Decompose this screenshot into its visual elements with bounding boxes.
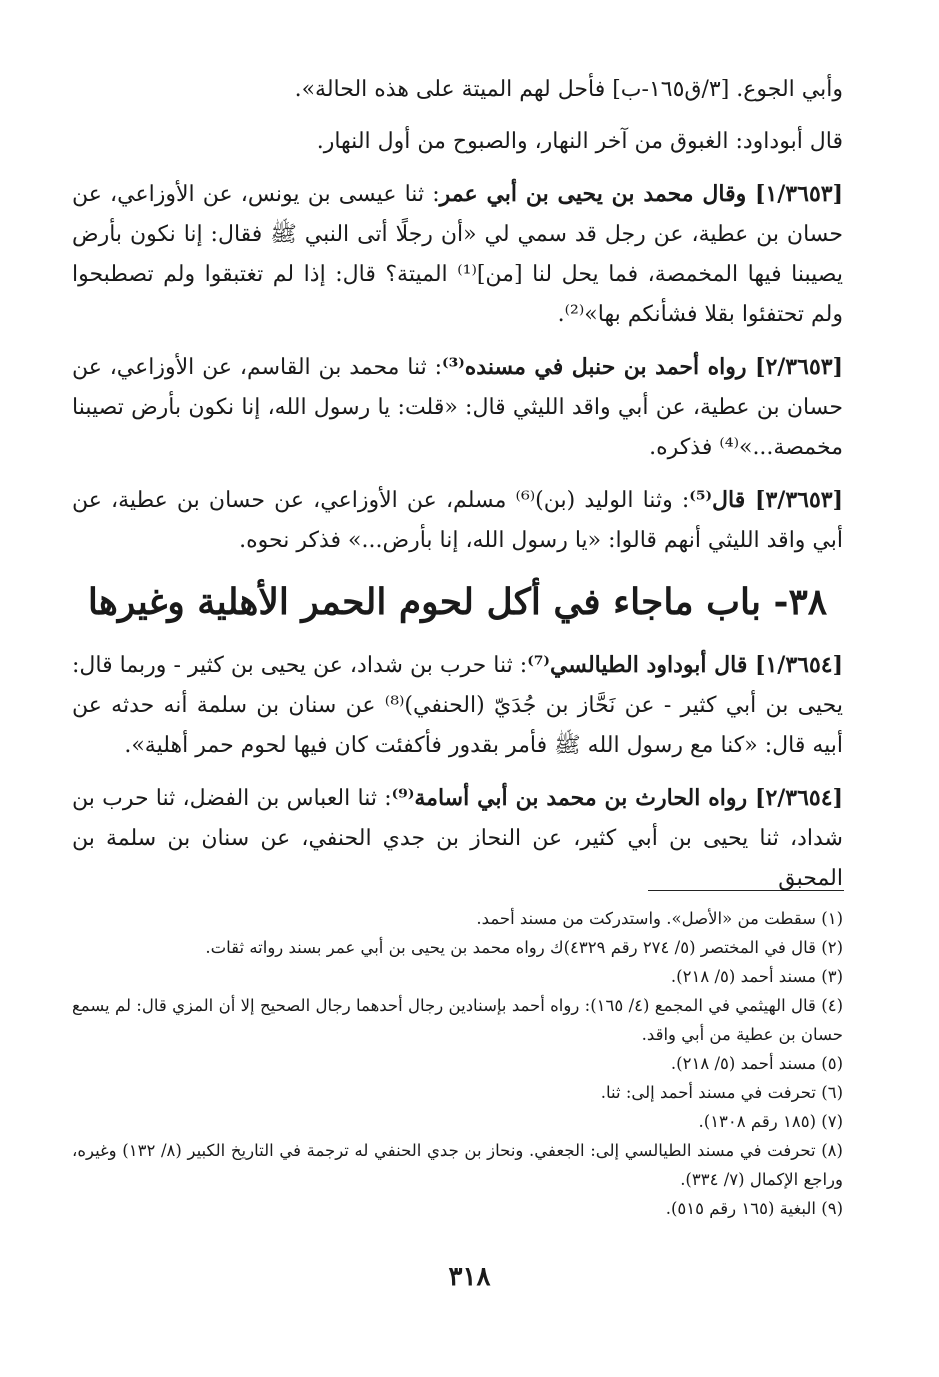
hadith-3653-3-text: : وثنا الوليد (بن)⁽⁶⁾ مسلم، عن الأوزاعي، عن حسان بن عطية، عن أبي واقد الليثي أنهم قالوا: «يا رسول الله، إنا بأرض...» فذكر نحوه. [72, 488, 843, 553]
footnote-4: (٤) قال الهيثمي في المجمع (٤/ ١٦٥): رواه أحمد بإسنادين رجال أحدهما رجال الصحيح إلا أن المزي قال: لم يسمع حسان بن عطية من أبي واقد. [72, 996, 843, 1044]
footnote-divider [648, 890, 844, 891]
hadith-3653-3 [72, 480, 843, 561]
footnote-8: (٨) تحرفت في مسند الطيالسي إلى: الجعفي. ونحاز بن جدي الحنفي له ترجمة في التاريخ الكبير (٨/ ١٣٢) وغيره، وراجع الإكمال (٧/ ٣٣٤). [72, 1141, 843, 1189]
hadith-3653-2-lead: [٢/٣٦٥٣] رواه أحمد بن حنبل في مسنده⁽³⁾ [442, 354, 843, 380]
hadith-3653-1 [72, 174, 843, 335]
hadith-3653-2 [72, 347, 843, 468]
chapter-title: ٣٨- باب ماجاء في أكل لحوم الحمر الأهلية وغيرها [87, 581, 828, 623]
hadith-3654-2-lead: [٢/٣٦٥٤] رواه الحارث بن محمد بن أبي أسامة⁽⁹⁾ [391, 785, 843, 811]
hadith-3654-2-text: : ثنا العباس بن الفضل، ثنا حرب بن شداد، ثنا يحيى بن أبي كثير، عن النحاز بن جدي الحنفي، عن سنان بن سلمة بن المحبق [72, 786, 843, 891]
footnote-2: (٢) قال في المختصر (٥/ ٢٧٤ رقم ٤٣٢٩)ك رواه محمد بن يحيى بن أبي عمر بسند رواته ثقات. [205, 938, 843, 957]
footnote-6: (٦) تحرفت في مسند أحمد إلى: ثنا. [600, 1083, 843, 1102]
hadith-3654-2 [72, 778, 843, 899]
hadith-3653-1-text: : ثنا عيسى بن يونس، عن الأوزاعي، عن حسان بن عطية، عن رجل قد سمي لي «أن رجلًا أتى النبي ﷺ فقال: إنا نكون بأرض يصيبنا فيها المخمصة، فما يحل لنا [من]⁽¹⁾ الميتة؟ قال: إذا لم تغتبقوا ولم تصطبحوا ولم تحتفئوا بقلا فشأنكم بها»⁽²⁾. [72, 182, 843, 327]
hadith-3654-1-lead: [١/٣٦٥٤] قال أبوداود الطيالسي⁽⁷⁾ [527, 652, 844, 678]
footnote-9: (٩) البغية (١٦٥ رقم ٥١٥). [665, 1199, 843, 1218]
main-text [72, 70, 843, 911]
hadith-3654-1-text: : ثنا حرب بن شداد، عن يحيى بن كثير - وربما قال: يحيى بن أبي كثير - عن نَحَّاز بن جُدَيّ (الحنفي)⁽⁸⁾ عن سنان بن سلمة أنه حدثه عن أبيه قال: «كنا مع رسول الله ﷺ فأمر بقدور فأكفئت كان فيها لحوم حمر أهلية». [72, 653, 843, 758]
footnote-3: (٣) مسند أحمد (٥/ ٢١٨). [670, 967, 843, 986]
paragraph-1: وأبي الجوع. [٣/ق١٦٥-ب] فأحل لهم الميتة على هذه الحالة». [294, 77, 843, 102]
footnote-1: (١) سقطت من «الأصل». واستدركت من مسند أحمد. [476, 909, 843, 928]
paragraph-2: قال أبوداود: الغبوق من آخر النهار، والصبوح من أول النهار. [316, 129, 843, 154]
footnote-5: (٥) مسند أحمد (٥/ ٢١٨). [670, 1054, 843, 1073]
footnote-7: (٧) (١٨٥ رقم ١٣٠٨). [698, 1112, 843, 1131]
hadith-3653-2-text: : ثنا محمد بن القاسم، عن الأوزاعي، عن حسان بن عطية، عن أبي واقد الليثي قال: «قلت: يا رسول الله، إنا نكون بأرض تصيبنا مخمصة...»⁽⁴⁾ فذكره. [72, 355, 843, 460]
footnotes [72, 904, 843, 1223]
hadith-3654-1 [72, 645, 843, 766]
hadith-3653-1-lead: [١/٣٦٥٣] وقال محمد بن يحيى بن أبي عمر [439, 181, 843, 207]
hadith-3653-3-lead: [٣/٣٦٥٣] قال⁽⁵⁾ [689, 487, 844, 513]
page-number: ٣١٨ [448, 1262, 491, 1292]
